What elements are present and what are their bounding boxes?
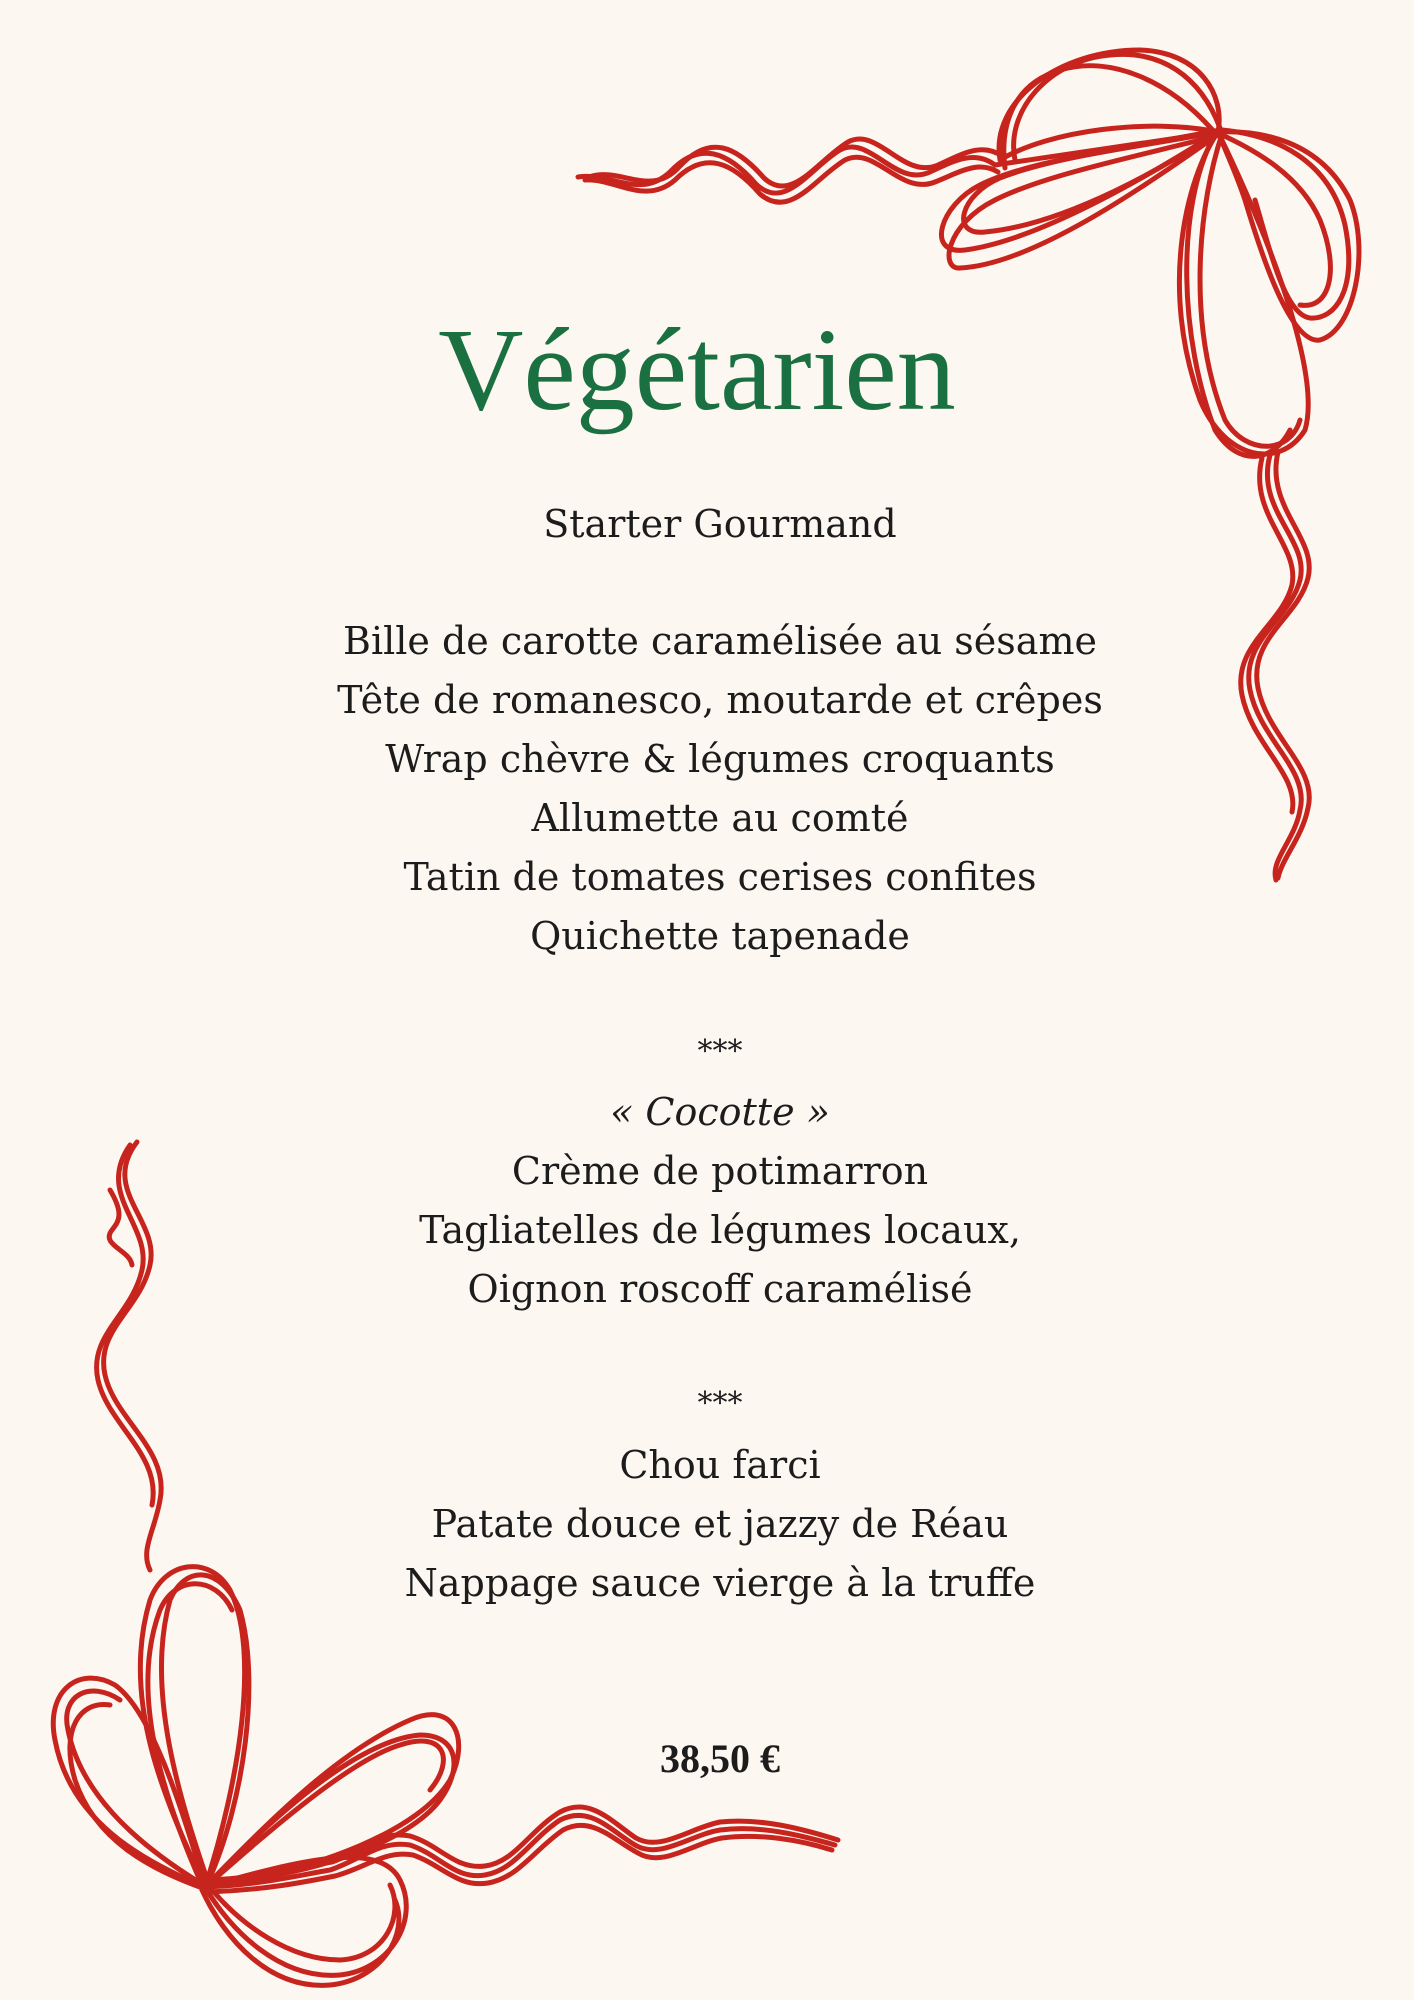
starter-item: Quichette tapenade: [530, 914, 910, 958]
menu-price: 38,50 €: [660, 1736, 780, 1781]
cocotte-item: Crème de potimarron: [511, 1149, 929, 1193]
starter-item: Tête de romanesco, moutarde et crêpes: [337, 678, 1103, 722]
starter-item: Allumette au comté: [531, 796, 909, 840]
menu-title: Végétarien: [438, 304, 956, 435]
starter-heading: Starter Gourmand: [543, 502, 897, 546]
cocotte-item: Tagliatelles de légumes locaux,: [419, 1208, 1021, 1252]
starter-item: Bille de carotte caramélisée au sésame: [343, 619, 1097, 663]
cocotte-item: Oignon roscoff caramélisé: [467, 1267, 973, 1311]
main-item: Patate douce et jazzy de Réau: [431, 1502, 1009, 1546]
separator: ***: [697, 1034, 743, 1069]
starter-item: Tatin de tomates cerises confites: [403, 855, 1037, 899]
starter-item: Wrap chèvre & légumes croquants: [385, 737, 1055, 781]
cocotte-heading: « Cocotte »: [610, 1090, 830, 1134]
main-item: Chou farci: [619, 1443, 821, 1487]
main-item: Nappage sauce vierge à la truffe: [404, 1561, 1036, 1605]
separator: ***: [697, 1386, 743, 1421]
